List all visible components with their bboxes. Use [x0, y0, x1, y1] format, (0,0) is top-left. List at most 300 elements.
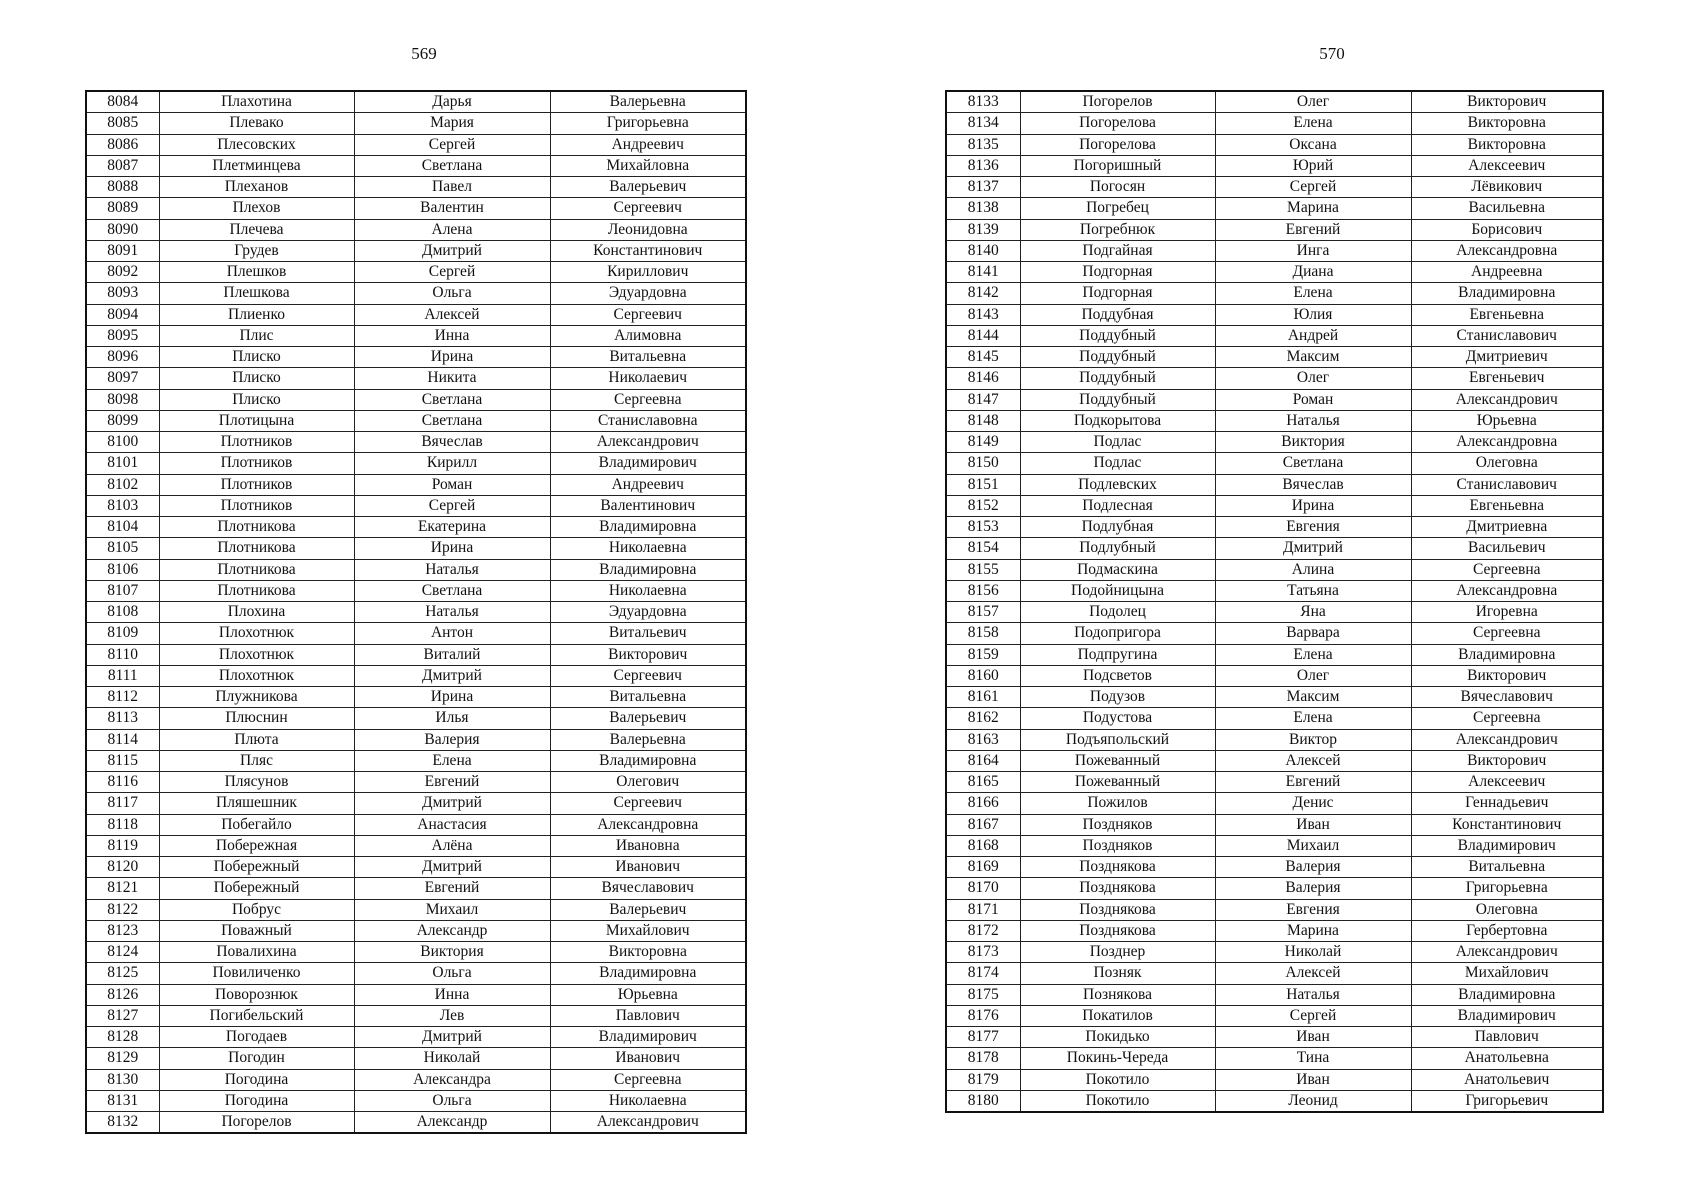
surname-cell: Подустова — [1020, 708, 1215, 729]
record-number-cell: 8127 — [86, 1005, 159, 1026]
table-row — [86, 325, 746, 346]
patronymic-cell: Иванович — [550, 1048, 746, 1069]
first-name-cell: Евгения — [1215, 517, 1411, 538]
first-name-cell: Сергей — [1215, 177, 1411, 198]
record-number-cell: 8129 — [86, 1048, 159, 1069]
table-row — [86, 793, 746, 814]
patronymic-cell: Константинович — [1411, 814, 1603, 835]
surname-cell: Покотило — [1020, 1090, 1215, 1112]
surname-cell: Погребец — [1020, 198, 1215, 219]
record-number-cell: 8125 — [86, 963, 159, 984]
table-row — [86, 878, 746, 899]
surname-cell: Плис — [159, 325, 354, 346]
record-number-cell: 8088 — [86, 177, 159, 198]
surname-cell: Подъяпольский — [1020, 729, 1215, 750]
first-name-cell: Виталий — [354, 644, 550, 665]
surname-cell: Пляшешник — [159, 793, 354, 814]
patronymic-cell: Михайловна — [550, 155, 746, 176]
table-row — [946, 857, 1603, 878]
table-row — [946, 644, 1603, 665]
first-name-cell: Алина — [1215, 559, 1411, 580]
surname-cell: Плиско — [159, 368, 354, 389]
table-row — [86, 708, 746, 729]
record-number-cell: 8156 — [946, 580, 1020, 601]
record-number-cell: 8174 — [946, 963, 1020, 984]
patronymic-cell: Григорьевна — [1411, 878, 1603, 899]
surname-cell: Плахотина — [159, 91, 354, 113]
surname-cell: Плотников — [159, 495, 354, 516]
first-name-cell: Евгения — [1215, 899, 1411, 920]
table-row — [86, 113, 746, 134]
record-number-cell: 8144 — [946, 325, 1020, 346]
record-number-cell: 8120 — [86, 857, 159, 878]
roster-body — [946, 91, 1603, 1112]
surname-cell: Подгорная — [1020, 283, 1215, 304]
surname-cell: Плешков — [159, 262, 354, 283]
page-number: 569 — [411, 44, 437, 63]
patronymic-cell: Сергеевич — [550, 793, 746, 814]
patronymic-cell: Васильевна — [1411, 198, 1603, 219]
first-name-cell: Иван — [1215, 814, 1411, 835]
patronymic-cell: Юрьевна — [550, 984, 746, 1005]
table-row — [946, 814, 1603, 835]
table-row — [86, 347, 746, 368]
patronymic-cell: Викторовна — [550, 942, 746, 963]
first-name-cell: Марина — [1215, 198, 1411, 219]
surname-cell: Плотников — [159, 453, 354, 474]
surname-cell: Подкорытова — [1020, 410, 1215, 431]
surname-cell: Подлубная — [1020, 517, 1215, 538]
record-number-cell: 8115 — [86, 750, 159, 771]
table-row — [86, 729, 746, 750]
record-number-cell: 8149 — [946, 432, 1020, 453]
patronymic-cell: Гербертовна — [1411, 920, 1603, 941]
patronymic-cell: Сергеевич — [550, 198, 746, 219]
record-number-cell: 8155 — [946, 559, 1020, 580]
first-name-cell: Екатерина — [354, 517, 550, 538]
surname-cell: Плиенко — [159, 304, 354, 325]
record-number-cell: 8137 — [946, 177, 1020, 198]
table-row — [946, 920, 1603, 941]
record-number-cell: 8131 — [86, 1090, 159, 1111]
record-number-cell: 8113 — [86, 708, 159, 729]
first-name-cell: Никита — [354, 368, 550, 389]
patronymic-cell: Евгеньевна — [1411, 304, 1603, 325]
table-row — [86, 687, 746, 708]
first-name-cell: Павел — [354, 177, 550, 198]
record-number-cell: 8175 — [946, 984, 1020, 1005]
table-row — [86, 262, 746, 283]
record-number-cell: 8090 — [86, 219, 159, 240]
table-row — [86, 644, 746, 665]
surname-cell: Погодаев — [159, 1027, 354, 1048]
first-name-cell: Елена — [1215, 283, 1411, 304]
first-name-cell: Елена — [1215, 708, 1411, 729]
table-row — [86, 198, 746, 219]
patronymic-cell: Валентинович — [550, 495, 746, 516]
record-number-cell: 8106 — [86, 559, 159, 580]
record-number-cell: 8093 — [86, 283, 159, 304]
surname-cell: Побегайло — [159, 814, 354, 835]
table-row — [946, 240, 1603, 261]
surname-cell: Плесовских — [159, 134, 354, 155]
table-row — [946, 219, 1603, 240]
surname-cell: Позднякова — [1020, 857, 1215, 878]
surname-cell: Плотников — [159, 474, 354, 495]
table-row — [946, 177, 1603, 198]
table-row — [946, 1027, 1603, 1048]
patronymic-cell: Леонидовна — [550, 219, 746, 240]
surname-cell: Подпругина — [1020, 644, 1215, 665]
first-name-cell: Алёна — [354, 835, 550, 856]
record-number-cell: 8099 — [86, 410, 159, 431]
table-row — [86, 899, 746, 920]
first-name-cell: Денис — [1215, 793, 1411, 814]
table-row — [946, 580, 1603, 601]
table-row — [86, 474, 746, 495]
first-name-cell: Леонид — [1215, 1090, 1411, 1112]
table-row — [86, 814, 746, 835]
record-number-cell: 8132 — [86, 1112, 159, 1134]
record-number-cell: 8130 — [86, 1069, 159, 1090]
surname-cell: Позняк — [1020, 963, 1215, 984]
surname-cell: Погребнюк — [1020, 219, 1215, 240]
table-row — [946, 729, 1603, 750]
first-name-cell: Светлана — [354, 580, 550, 601]
table-row — [86, 984, 746, 1005]
patronymic-cell: Викторовна — [1411, 134, 1603, 155]
surname-cell: Поздняков — [1020, 814, 1215, 835]
record-number-cell: 8171 — [946, 899, 1020, 920]
patronymic-cell: Александрович — [1411, 729, 1603, 750]
table-row — [86, 432, 746, 453]
record-number-cell: 8177 — [946, 1027, 1020, 1048]
patronymic-cell: Кириллович — [550, 262, 746, 283]
surname-cell: Позднякова — [1020, 899, 1215, 920]
first-name-cell: Татьяна — [1215, 580, 1411, 601]
surname-cell: Погоришный — [1020, 155, 1215, 176]
roster-table — [945, 90, 1604, 1113]
table-row — [946, 1048, 1603, 1069]
record-number-cell: 8148 — [946, 410, 1020, 431]
surname-cell: Покинь-Череда — [1020, 1048, 1215, 1069]
surname-cell: Подопригора — [1020, 623, 1215, 644]
record-number-cell: 8117 — [86, 793, 159, 814]
patronymic-cell: Александрович — [1411, 389, 1603, 410]
patronymic-cell: Сергеевна — [1411, 708, 1603, 729]
patronymic-cell: Александрович — [1411, 942, 1603, 963]
table-row — [946, 198, 1603, 219]
record-number-cell: 8114 — [86, 729, 159, 750]
surname-cell: Грудев — [159, 240, 354, 261]
surname-cell: Плотникова — [159, 517, 354, 538]
record-number-cell: 8105 — [86, 538, 159, 559]
patronymic-cell: Юрьевна — [1411, 410, 1603, 431]
first-name-cell: Юлия — [1215, 304, 1411, 325]
patronymic-cell: Валерьевна — [550, 91, 746, 113]
record-number-cell: 8138 — [946, 198, 1020, 219]
record-number-cell: 8178 — [946, 1048, 1020, 1069]
first-name-cell: Светлана — [354, 389, 550, 410]
surname-cell: Позднер — [1020, 942, 1215, 963]
record-number-cell: 8087 — [86, 155, 159, 176]
first-name-cell: Елена — [1215, 113, 1411, 134]
table-row — [86, 559, 746, 580]
surname-cell: Повиличенко — [159, 963, 354, 984]
table-row — [86, 177, 746, 198]
record-number-cell: 8101 — [86, 453, 159, 474]
record-number-cell: 8085 — [86, 113, 159, 134]
first-name-cell: Александр — [354, 920, 550, 941]
patronymic-cell: Сергеевна — [1411, 559, 1603, 580]
first-name-cell: Вячеслав — [1215, 474, 1411, 495]
table-row — [86, 219, 746, 240]
surname-cell: Плужникова — [159, 687, 354, 708]
first-name-cell: Антон — [354, 623, 550, 644]
first-name-cell: Елена — [1215, 644, 1411, 665]
surname-cell: Подолец — [1020, 602, 1215, 623]
first-name-cell: Кирилл — [354, 453, 550, 474]
first-name-cell: Наталья — [354, 559, 550, 580]
surname-cell: Погодина — [159, 1069, 354, 1090]
table-row — [86, 283, 746, 304]
table-row — [86, 750, 746, 771]
surname-cell: Плотникова — [159, 538, 354, 559]
surname-cell: Плеханов — [159, 177, 354, 198]
table-row — [946, 517, 1603, 538]
table-row — [946, 708, 1603, 729]
page-number: 570 — [1319, 44, 1345, 63]
table-row — [946, 1005, 1603, 1026]
first-name-cell: Ирина — [1215, 495, 1411, 516]
patronymic-cell: Станиславович — [1411, 325, 1603, 346]
surname-cell: Поддубный — [1020, 389, 1215, 410]
patronymic-cell: Андреевна — [1411, 262, 1603, 283]
first-name-cell: Николай — [1215, 942, 1411, 963]
record-number-cell: 8103 — [86, 495, 159, 516]
table-row — [946, 984, 1603, 1005]
table-row — [86, 368, 746, 389]
surname-cell: Плохотнюк — [159, 665, 354, 686]
table-row — [86, 134, 746, 155]
patronymic-cell: Анатольевич — [1411, 1069, 1603, 1090]
patronymic-cell: Дмитриевич — [1411, 347, 1603, 368]
first-name-cell: Сергей — [1215, 1005, 1411, 1026]
table-row — [946, 283, 1603, 304]
record-number-cell: 8089 — [86, 198, 159, 219]
first-name-cell: Тина — [1215, 1048, 1411, 1069]
first-name-cell: Илья — [354, 708, 550, 729]
surname-cell: Поддубная — [1020, 304, 1215, 325]
record-number-cell: 8124 — [86, 942, 159, 963]
table-row — [946, 687, 1603, 708]
patronymic-cell: Александрович — [550, 1112, 746, 1134]
surname-cell: Пожеванный — [1020, 750, 1215, 771]
table-row — [86, 410, 746, 431]
first-name-cell: Сергей — [354, 262, 550, 283]
patronymic-cell: Андреевич — [550, 134, 746, 155]
patronymic-cell: Владимировна — [550, 963, 746, 984]
patronymic-cell: Александровна — [1411, 432, 1603, 453]
first-name-cell: Роман — [354, 474, 550, 495]
first-name-cell: Ольга — [354, 1090, 550, 1111]
surname-cell: Погорелова — [1020, 134, 1215, 155]
table-row — [86, 538, 746, 559]
surname-cell: Плешкова — [159, 283, 354, 304]
record-number-cell: 8154 — [946, 538, 1020, 559]
patronymic-cell: Викторович — [1411, 91, 1603, 113]
record-number-cell: 8116 — [86, 772, 159, 793]
patronymic-cell: Сергеевич — [550, 665, 746, 686]
surname-cell: Подлас — [1020, 453, 1215, 474]
surname-cell: Плохотнюк — [159, 623, 354, 644]
first-name-cell: Евгений — [1215, 772, 1411, 793]
surname-cell: Покатилов — [1020, 1005, 1215, 1026]
record-number-cell: 8165 — [946, 772, 1020, 793]
patronymic-cell: Алимовна — [550, 325, 746, 346]
surname-cell: Поддубный — [1020, 325, 1215, 346]
first-name-cell: Олег — [1215, 91, 1411, 113]
patronymic-cell: Сергеевна — [550, 389, 746, 410]
patronymic-cell: Павлович — [1411, 1027, 1603, 1048]
record-number-cell: 8162 — [946, 708, 1020, 729]
first-name-cell: Дмитрий — [354, 665, 550, 686]
first-name-cell: Виктория — [1215, 432, 1411, 453]
table-row — [86, 665, 746, 686]
patronymic-cell: Лёвикович — [1411, 177, 1603, 198]
surname-cell: Позднякова — [1020, 920, 1215, 941]
patronymic-cell: Константинович — [550, 240, 746, 261]
first-name-cell: Ирина — [354, 538, 550, 559]
record-number-cell: 8097 — [86, 368, 159, 389]
table-row — [946, 963, 1603, 984]
table-row — [946, 899, 1603, 920]
table-row — [946, 665, 1603, 686]
record-number-cell: 8135 — [946, 134, 1020, 155]
patronymic-cell: Геннадьевич — [1411, 793, 1603, 814]
patronymic-cell: Викторовна — [1411, 113, 1603, 134]
first-name-cell: Инна — [354, 984, 550, 1005]
first-name-cell: Алексей — [1215, 963, 1411, 984]
record-number-cell: 8141 — [946, 262, 1020, 283]
surname-cell: Плохина — [159, 602, 354, 623]
first-name-cell: Наталья — [1215, 984, 1411, 1005]
first-name-cell: Николай — [354, 1048, 550, 1069]
record-number-cell: 8158 — [946, 623, 1020, 644]
table-row — [946, 602, 1603, 623]
surname-cell: Познякова — [1020, 984, 1215, 1005]
first-name-cell: Наталья — [354, 602, 550, 623]
record-number-cell: 8136 — [946, 155, 1020, 176]
table-row — [86, 1048, 746, 1069]
table-row — [946, 155, 1603, 176]
surname-cell: Плехов — [159, 198, 354, 219]
first-name-cell: Евгений — [354, 878, 550, 899]
first-name-cell: Сергей — [354, 495, 550, 516]
table-row — [946, 750, 1603, 771]
surname-cell: Подузов — [1020, 687, 1215, 708]
record-number-cell: 8179 — [946, 1069, 1020, 1090]
patronymic-cell: Витальевич — [550, 623, 746, 644]
record-number-cell: 8092 — [86, 262, 159, 283]
patronymic-cell: Валерьевич — [550, 177, 746, 198]
surname-cell: Плиско — [159, 347, 354, 368]
patronymic-cell: Михайлович — [1411, 963, 1603, 984]
surname-cell: Пожеванный — [1020, 772, 1215, 793]
first-name-cell: Дмитрий — [354, 240, 550, 261]
patronymic-cell: Евгеньевна — [1411, 495, 1603, 516]
surname-cell: Поздняков — [1020, 835, 1215, 856]
patronymic-cell: Олегович — [550, 772, 746, 793]
record-number-cell: 8134 — [946, 113, 1020, 134]
record-number-cell: 8180 — [946, 1090, 1020, 1112]
record-number-cell: 8170 — [946, 878, 1020, 899]
record-number-cell: 8164 — [946, 750, 1020, 771]
surname-cell: Поддубный — [1020, 347, 1215, 368]
surname-cell: Плотникова — [159, 559, 354, 580]
record-number-cell: 8152 — [946, 495, 1020, 516]
surname-cell: Поддубный — [1020, 368, 1215, 389]
patronymic-cell: Валерьевич — [550, 708, 746, 729]
table-row — [946, 538, 1603, 559]
table-row — [946, 432, 1603, 453]
table-row — [86, 1069, 746, 1090]
record-number-cell: 8118 — [86, 814, 159, 835]
surname-cell: Плюта — [159, 729, 354, 750]
surname-cell: Плотникова — [159, 580, 354, 601]
first-name-cell: Роман — [1215, 389, 1411, 410]
first-name-cell: Максим — [1215, 687, 1411, 708]
record-number-cell: 8159 — [946, 644, 1020, 665]
record-number-cell: 8151 — [946, 474, 1020, 495]
patronymic-cell: Станиславович — [1411, 474, 1603, 495]
surname-cell: Плясунов — [159, 772, 354, 793]
patronymic-cell: Владимировна — [550, 559, 746, 580]
record-number-cell: 8139 — [946, 219, 1020, 240]
patronymic-cell: Алексеевич — [1411, 155, 1603, 176]
table-row — [946, 389, 1603, 410]
surname-cell: Пляс — [159, 750, 354, 771]
surname-cell: Поворознюк — [159, 984, 354, 1005]
patronymic-cell: Владимирович — [1411, 835, 1603, 856]
patronymic-cell: Викторович — [550, 644, 746, 665]
first-name-cell: Елена — [354, 750, 550, 771]
surname-cell: Погорелов — [1020, 91, 1215, 113]
record-number-cell: 8146 — [946, 368, 1020, 389]
surname-cell: Позднякова — [1020, 878, 1215, 899]
table-row — [946, 325, 1603, 346]
first-name-cell: Ирина — [354, 687, 550, 708]
record-number-cell: 8150 — [946, 453, 1020, 474]
patronymic-cell: Станиславовна — [550, 410, 746, 431]
table-row — [86, 772, 746, 793]
first-name-cell: Дмитрий — [354, 857, 550, 878]
table-row — [86, 857, 746, 878]
record-number-cell: 8126 — [86, 984, 159, 1005]
surname-cell: Плюснин — [159, 708, 354, 729]
record-number-cell: 8084 — [86, 91, 159, 113]
patronymic-cell: Эдуардовна — [550, 602, 746, 623]
patronymic-cell: Дмитриевна — [1411, 517, 1603, 538]
first-name-cell: Светлана — [354, 410, 550, 431]
record-number-cell: 8166 — [946, 793, 1020, 814]
record-number-cell: 8102 — [86, 474, 159, 495]
record-number-cell: 8161 — [946, 687, 1020, 708]
record-number-cell: 8091 — [86, 240, 159, 261]
first-name-cell: Михаил — [1215, 835, 1411, 856]
surname-cell: Подойницына — [1020, 580, 1215, 601]
patronymic-cell: Анатольевна — [1411, 1048, 1603, 1069]
